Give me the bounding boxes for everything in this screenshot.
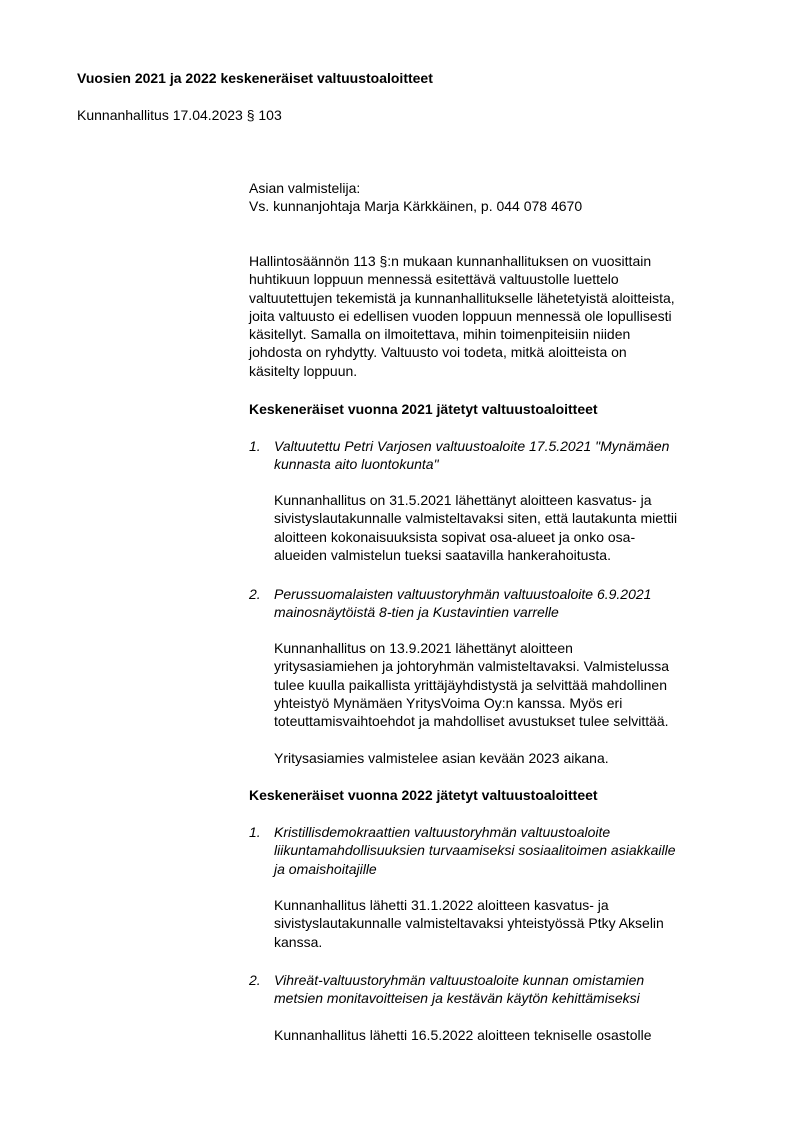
item-title-line: Perussuomalaisten valtuustoryhmän valtuustoaloite 6.9.2021: [274, 586, 652, 602]
item-number: 2.: [249, 972, 261, 988]
intro-paragraph: [249, 252, 739, 380]
item-body-line: tulee kuulla paikallista yrittäjäyhdistystä ja selvittää mahdollinen: [274, 676, 667, 693]
item-body-line: Kunnanhallitus lähetti 16.5.2022 aloitteen tekniselle osastolle: [274, 1027, 652, 1043]
intro-line: huhtikuun loppuun mennessä esitettävä valtuustolle luettelo: [249, 271, 619, 288]
item-body: [274, 639, 744, 730]
item-body-note: [274, 749, 744, 767]
item-body-line: Kunnanhallitus on 31.5.2021 lähettänyt aloitteen kasvatus- ja: [274, 492, 652, 508]
item-body-line: kanssa.: [274, 933, 323, 950]
item-body: [274, 491, 744, 564]
item-number: 1.: [249, 438, 261, 454]
item-body-line: Kunnanhallitus lähetti 31.1.2022 aloitteen kasvatus- ja: [274, 897, 609, 913]
preparer-block: [249, 179, 739, 216]
intro-line: johdosta on ryhdytty. Valtuusto voi todeta, mitkä aloitteista on: [249, 344, 627, 361]
item-body: [274, 1026, 744, 1044]
item-title-line: liikuntamahdollisuuksien turvaamiseksi sosiaalitoimen asiakkaille: [274, 842, 676, 859]
item-title-line: kunnasta aito luontokunta": [274, 456, 439, 473]
item-body: [274, 896, 744, 951]
item-title: [274, 437, 669, 474]
section-heading-text: Keskeneräiset vuonna 2021 jätetyt valtuustoaloitteet: [249, 401, 598, 417]
preparer-name: Vs. kunnanjohtaja Marja Kärkkäinen, p. 044 078 4670: [249, 198, 583, 215]
item-title-line: Kristillisdemokraattien valtuustoryhmän valtuustoaloite: [274, 824, 611, 840]
item-body-line: toteuttamisvaihtoehdot ja mahdolliset avustukset tulee selvittää.: [274, 713, 669, 730]
item-title-line: ja omaishoitajille: [274, 860, 377, 877]
item-title-line: Vihreät-valtuustoryhmän valtuustoaloite kunnan omistamien: [274, 972, 645, 988]
preparer-label: Asian valmistelija:: [249, 180, 361, 196]
section-2022-heading: [249, 786, 739, 804]
item-body-line: alueiden valmistelun tueksi saatavilla hankerahoitusta.: [274, 546, 611, 563]
section-2021-heading: [249, 400, 739, 418]
item-body-line: sivistyslautakunnalle valmisteltavaksi yhteistyössä Ptky Akselin: [274, 915, 664, 932]
item-title-line: Valtuutettu Petri Varjosen valtuustoaloite 17.5.2021 "Mynämäen: [274, 438, 670, 454]
item-body-line: yhteistyö Mynämäen YritysVoima Oy:n kanssa. Myös eri: [274, 694, 623, 711]
intro-line: käsitelty loppuun.: [249, 362, 358, 379]
item-title-line: metsien monitavoitteisen ja kestävän käytön kehittämiseksi: [274, 990, 640, 1007]
item-title: [274, 585, 651, 622]
item-body-line: aloitteen kokonaisuuksista sopivat osa-alueet ja onko osa-: [274, 528, 636, 545]
item-title-line: mainosnäytöistä 8-tien ja Kustavintien varrelle: [274, 604, 559, 621]
item-body-line: sivistyslautakunnalle valmisteltavaksi siten, että lautakunta miettii: [274, 510, 678, 527]
intro-line: joita valtuusto ei edellisen vuoden loppuun mennessä ole lopullisesti: [249, 307, 672, 324]
item-title: [274, 823, 676, 878]
item-title: [274, 971, 644, 1008]
intro-line: käsitellyt. Samalla on ilmoitettava, mihin toimenpiteisiin niiden: [249, 326, 631, 343]
section-heading-text: Keskeneräiset vuonna 2022 jätetyt valtuustoaloitteet: [249, 787, 598, 803]
item-number: 1.: [249, 824, 261, 840]
intro-line: Hallintosäännön 113 §:n mukaan kunnanhallituksen on vuosittain: [249, 253, 652, 269]
item-body-line: yritysasiamiehen ja johtoryhmän valmisteltavaksi. Valmistelussa: [274, 658, 670, 675]
item-body-line: Kunnanhallitus on 13.9.2021 lähettänyt aloitteen: [274, 640, 573, 656]
meeting-reference: Kunnanhallitus 17.04.2023 § 103: [77, 107, 282, 123]
document-title: Vuosien 2021 ja 2022 keskeneräiset valtuustoaloitteet: [77, 70, 433, 86]
item-body-line: Yritysasiamies valmistelee asian kevään 2023 aikana.: [274, 750, 609, 766]
item-number: 2.: [249, 586, 261, 602]
intro-line: valtuutettujen tekemistä ja kunnanhallitukselle lähetetyistä aloitteista,: [249, 289, 675, 306]
